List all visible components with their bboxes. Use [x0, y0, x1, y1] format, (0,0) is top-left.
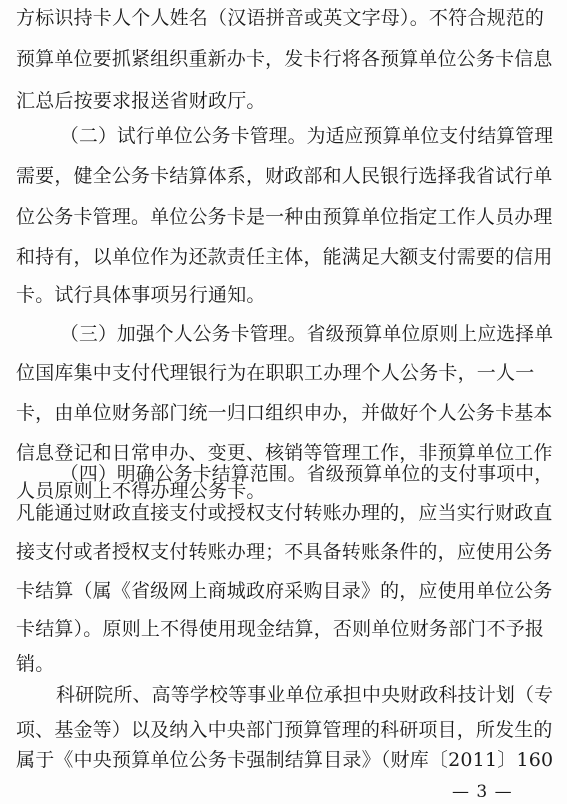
text-line: 属于《中央预算单位公务卡强制结算目录》（财库〔2011〕160	[16, 749, 554, 771]
text-line: 卡结算）。原则上不得使用现金结算，否则单位财务部门不予报	[16, 618, 545, 640]
text-line: 科研院所、高等学校等事业单位承担中央财政科技计划（专	[56, 684, 554, 706]
text-line: 项、基金等）以及纳入中央部门预算管理的科研项目，所发生的	[16, 719, 553, 741]
page-number: — 3 —	[452, 782, 513, 802]
text-line: （三）加强个人公务卡管理。省级预算单位原则上应选择单	[60, 323, 554, 345]
text-line: 和持有，以单位作为还款责任主体，能满足大额支付需要的信用	[16, 246, 553, 268]
text-line: 卡结算（属《省级网上商城政府采购目录》的，应使用单位公务	[16, 580, 553, 602]
text-line: 凡能通过财政直接支付或授权支付转账办理的，应当实行财政直	[16, 502, 553, 524]
text-line: 信息登记和日常申办、变更、核销等管理工作，非预算单位工作	[16, 442, 553, 464]
text-line: 位国库集中支付代理银行为在职职工办理个人公务卡，一人一	[16, 362, 535, 384]
text-line: 需要，健全公务卡结算体系，财政部和人民银行选择我省试行单	[16, 165, 553, 187]
text-line: 销。	[16, 653, 55, 675]
text-line: （二）试行单位公务卡管理。为适应预算单位支付结算管理	[60, 125, 554, 147]
text-line: （四）明确公务卡结算范围。省级预算单位的支付事项中，	[60, 463, 554, 485]
text-line: 卡，由单位财务部门统一归口组织申办，并做好个人公务卡基本	[16, 402, 553, 424]
text-line: 位公务卡管理。单位公务卡是一种由预算单位指定工作人员办理	[16, 206, 553, 228]
text-line: 预算单位要抓紧组织重新办卡，发卡行将各预算单位公务卡信息	[16, 48, 553, 70]
text-line: 人员原则上不得办理公务卡。	[16, 480, 266, 502]
text-line: 接支付或者授权支付转账办理；不具备转账条件的，应使用公务	[16, 541, 553, 563]
text-line: 卡。试行具体事项另行通知。	[16, 284, 266, 306]
text-line: 方标识持卡人个人姓名（汉语拼音或英文字母）。不符合规范的	[16, 7, 545, 29]
text-line: 汇总后按要求报送省财政厅。	[16, 90, 266, 112]
